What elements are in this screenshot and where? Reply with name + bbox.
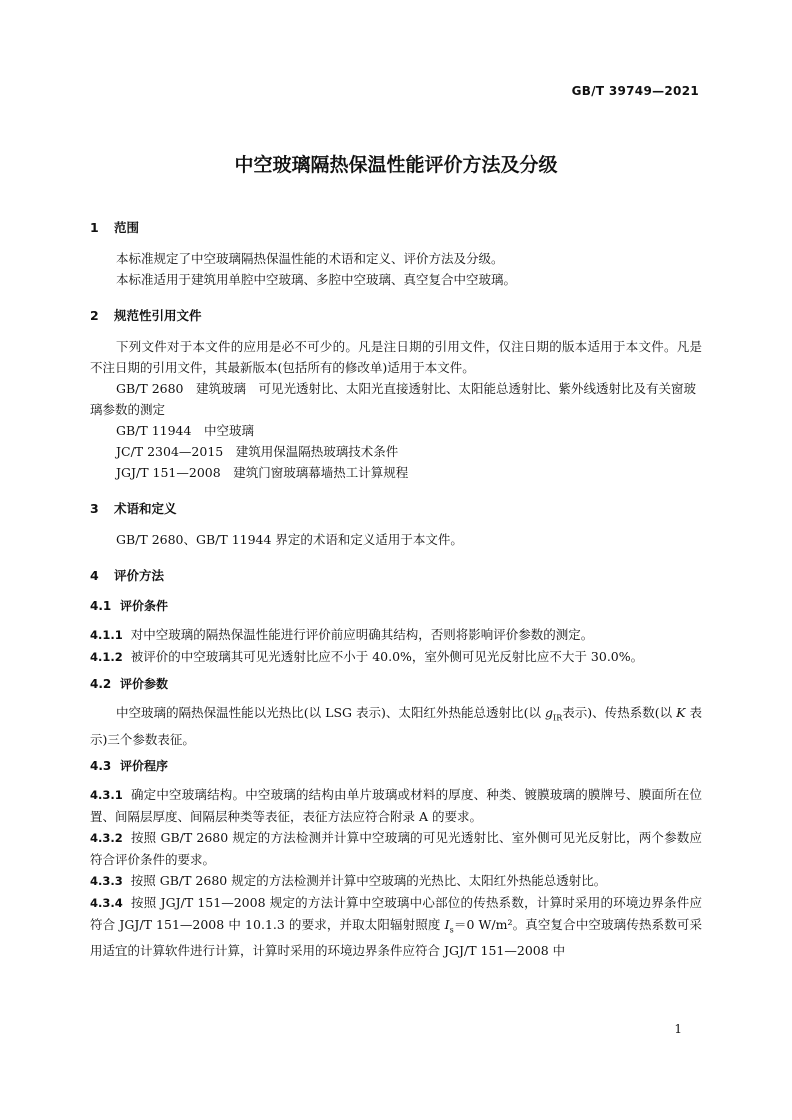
clause-text: 按照 GB/T 2680 规定的方法检测并计算中空玻璃的光热比、太阳红外热能总透射比。 [130, 872, 607, 888]
clause-number: 4.1.1 [90, 628, 123, 642]
section-number: 2 [90, 308, 99, 323]
text-run: 表示)三个参数表征。 [90, 705, 702, 747]
subsection-number: 4.2 [90, 677, 112, 691]
reference-item [90, 441, 702, 462]
reference-item [90, 378, 702, 420]
section-number: 1 [90, 220, 99, 235]
section-4-heading [90, 566, 702, 586]
section-number: 3 [90, 501, 99, 516]
clause-number: 4.3.2 [90, 830, 123, 845]
page-number: 1 [674, 1022, 682, 1036]
reference-item [90, 462, 702, 483]
reference-title: 建筑用保温隔热玻璃技术条件 [235, 444, 399, 459]
standard-code: GB/T 39749—2021 [571, 84, 699, 98]
clause-text: 确定中空玻璃结构。中空玻璃的结构由单片玻璃或材料的厚度、种类、镀膜玻璃的膜牌号、膜面所在位置、间隔层厚度、间隔层种类等表征，表征方法应符合附录 A 的要求。 [90, 786, 702, 824]
clause [90, 827, 702, 870]
clause-text: 按照 GB/T 2680 规定的方法检测并计算中空玻璃的可见光透射比、室外侧可见光反射比，两个参数应符合评价条件的要求。 [90, 829, 702, 867]
reference-item [90, 420, 702, 441]
subsection-4-3-heading [90, 756, 702, 776]
section-title: 评价方法 [114, 568, 165, 583]
reference-title: 建筑玻璃 可见光透射比、太阳光直接透射比、太阳能总透射比、紫外线透射比及有关窗玻璃参数的测定 [90, 381, 697, 417]
clause-text: 被评价的中空玻璃其可见光透射比应不小于 40.0%，室外侧可见光反射比应不大于 30.0%。 [130, 649, 644, 664]
subsection-number: 4.3 [90, 758, 112, 773]
document-body [90, 218, 702, 961]
subsection-title: 评价参数 [120, 677, 169, 691]
document-title: 中空玻璃隔热保温性能评价方法及分级 [234, 154, 558, 176]
symbol-k: K [676, 705, 686, 720]
paragraph: GB/T 2680、GB/T 11944 界定的术语和定义适用于本文件。 [116, 532, 463, 547]
reference-code: GB/T 2680 [116, 381, 184, 396]
subscript: s [449, 925, 454, 934]
section-title: 范围 [114, 220, 140, 235]
text-run: 中空玻璃的隔热保温性能以光热比(以 LSG 表示)、太阳红外热能总透射比(以 [116, 705, 546, 720]
section-title: 术语和定义 [114, 501, 177, 516]
clause [90, 624, 702, 646]
clause-text: ＝0 W/m²。真空复合中空玻璃传热系数可采用适宜的计算软件进行计算，计算时采用的环境边界条件应符合 JGJ/T 151—2008 中 [90, 916, 702, 958]
clause-text: 按照 JGJ/T 151—2008 规定的方法计算中空玻璃中心部位的传热系数，计算时采用的环境边界条件应符合 JGJ/T 151—2008 中 10.1.3 的要求，并取太阳辐射照度 [90, 894, 702, 932]
clause [90, 870, 702, 892]
clause [90, 646, 702, 668]
subsection-title: 评价程序 [120, 758, 169, 773]
section-3-heading [90, 499, 702, 519]
clause-number: 4.3.4 [90, 895, 123, 910]
section-title: 规范性引用文件 [114, 308, 202, 323]
clause-number: 4.3.3 [90, 873, 123, 888]
reference-code: GB/T 11944 [116, 423, 192, 438]
text-run: 表示)、传热系数(以 [562, 705, 677, 720]
paragraph: 本标准适用于建筑用单腔中空玻璃、多腔中空玻璃、真空复合中空玻璃。 [116, 272, 517, 287]
reference-title: 建筑门窗玻璃幕墙热工计算规程 [233, 465, 409, 480]
section-number: 4 [90, 568, 99, 583]
clause-text: 对中空玻璃的隔热保温性能进行评价前应明确其结构，否则将影响评价参数的测定。 [130, 627, 594, 642]
reference-code: JC/T 2304—2015 [116, 444, 224, 459]
subscript: IR [553, 713, 563, 723]
clause-number: 4.3.1 [90, 787, 123, 802]
reference-code: JGJ/T 151—2008 [116, 465, 221, 480]
section-1-heading [90, 218, 702, 238]
clause [90, 892, 702, 962]
subsection-4-2-heading [90, 674, 702, 694]
symbol-i: I [444, 916, 450, 932]
paragraph: 本标准规定了中空玻璃隔热保温性能的术语和定义、评价方法及分级。 [116, 251, 504, 266]
paragraph: 下列文件对于本文件的应用是必不可少的。凡是注日期的引用文件，仅注日期的版本适用于本文件。凡是不注日期的引用文件，其最新版本(包括所有的修改单)适用于本文件。 [90, 339, 702, 375]
paragraph [90, 702, 702, 750]
subsection-title: 评价条件 [120, 599, 169, 613]
subsection-4-1-heading [90, 596, 702, 616]
reference-title: 中空玻璃 [203, 423, 254, 438]
subsection-number: 4.1 [90, 599, 112, 613]
symbol-g: g [545, 705, 554, 720]
clause [90, 784, 702, 827]
section-2-heading [90, 306, 702, 326]
clause-number: 4.1.2 [90, 650, 123, 664]
